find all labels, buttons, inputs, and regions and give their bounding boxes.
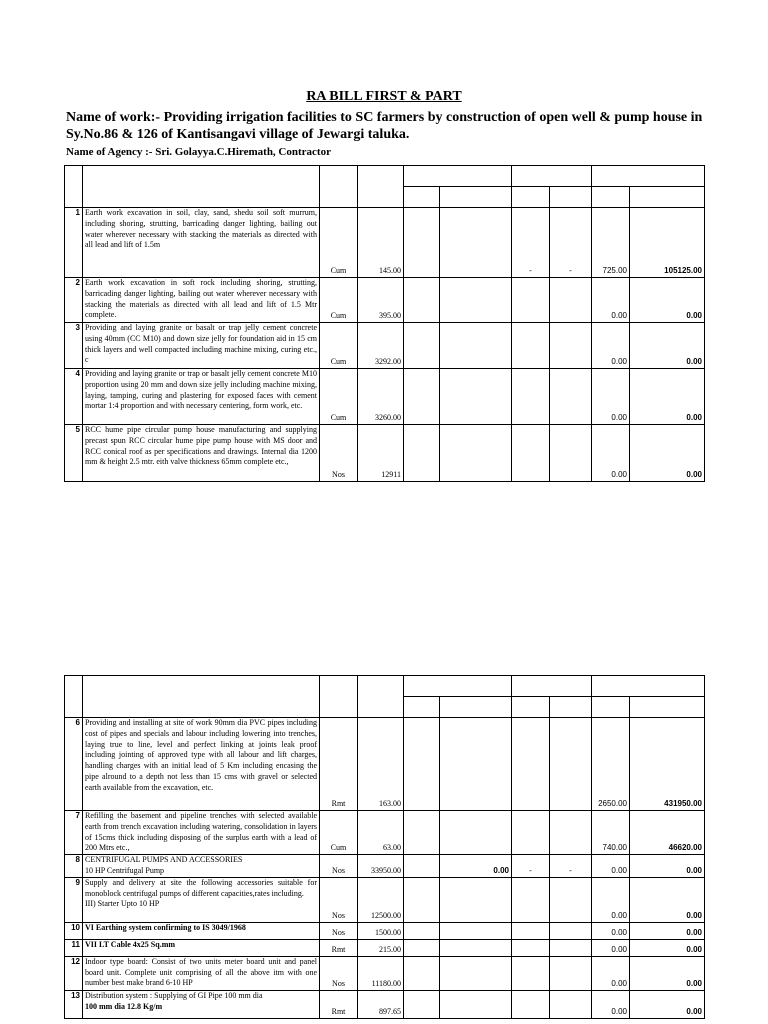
uptodate-amount: 0.00: [440, 855, 512, 878]
now-qnty: 2650.00: [592, 718, 630, 811]
unit: Nos: [320, 956, 358, 990]
rate: 897.65: [358, 990, 404, 1018]
rate: 12500.00: [358, 877, 404, 922]
table1-header-now-to-be-paid: [592, 166, 705, 187]
now-qnty: 0.00: [592, 425, 630, 482]
now-amount: 0.00: [630, 877, 705, 922]
previous-amount: [550, 956, 592, 990]
now-qnty: 0.00: [592, 956, 630, 990]
item-description: [83, 855, 320, 878]
rate: 215.00: [358, 939, 404, 956]
table-row: [65, 855, 705, 878]
item-description-line: VI Earthing system confirming to IS 3049/1968: [85, 922, 246, 932]
previous-amount: [550, 877, 592, 922]
now-amount: 105125.00: [630, 208, 705, 278]
table2-header-blank: [83, 676, 320, 697]
previous-qnty: [512, 278, 550, 323]
rate: 395.00: [358, 278, 404, 323]
table-row: [65, 877, 705, 922]
item-description: [83, 939, 320, 956]
uptodate-amount: [440, 939, 512, 956]
uptodate-amount: [440, 990, 512, 1018]
table2-header-previous-amount: [550, 697, 592, 718]
table2-header-previous-qnty: [512, 697, 550, 718]
table2-header-uptodate-qnty: [404, 697, 440, 718]
now-amount: 0.00: [630, 278, 705, 323]
table1-header-blank: [83, 166, 320, 187]
item-no: 7: [65, 811, 83, 855]
item-no: 13: [65, 990, 83, 1018]
now-qnty: 0.00: [592, 990, 630, 1018]
unit: Cum: [320, 323, 358, 369]
item-description-line: Providing and laying granite or trap or basalt jelly cement concrete M10 proportion using 20 mm and down size jelly including machine mixing, laying, tamping, curing and plastering for exposed faces with cement mortar 1:4 proportion and with necessary centering, form work, etc.: [85, 369, 317, 411]
item-description: [83, 323, 320, 369]
now-qnty: 0.00: [592, 369, 630, 425]
item-description-line: 10 HP Centrifugal Pump: [85, 865, 165, 875]
table2-header-now-to-be-paid: [592, 676, 705, 697]
item-no: 11: [65, 939, 83, 956]
previous-amount: [550, 718, 592, 811]
uptodate-amount: [440, 208, 512, 278]
rate: 3260.00: [358, 369, 404, 425]
table-row: [65, 208, 705, 278]
table2-header-item-no: [65, 676, 83, 718]
uptodate-amount: [440, 278, 512, 323]
item-description-line: CENTRIFUGAL PUMPS AND ACCESSORIES: [85, 855, 243, 865]
rate: 63.00: [358, 811, 404, 855]
now-qnty: 725.00: [592, 208, 630, 278]
now-amount: 0.00: [630, 323, 705, 369]
name-of-work: Name of work:- Providing irrigation facilities to SC farmers by construction of open well & pump house in Sy.No.86 & 126 of Kantisangavi village of Jewargi taluka.: [66, 110, 703, 142]
item-no: 12: [65, 956, 83, 990]
rate: 12911: [358, 425, 404, 482]
rate: 11180.00: [358, 956, 404, 990]
rate: 1500.00: [358, 922, 404, 939]
now-qnty: 0.00: [592, 278, 630, 323]
now-qnty: 0.00: [592, 877, 630, 922]
table1-header-previous-qnty: [512, 187, 550, 208]
rate: 163.00: [358, 718, 404, 811]
previous-amount: [550, 811, 592, 855]
item-no: 9: [65, 877, 83, 922]
now-qnty: 0.00: [592, 855, 630, 878]
unit: Nos: [320, 877, 358, 922]
uptodate-amount: [440, 811, 512, 855]
uptodate-amount: [440, 956, 512, 990]
previous-qnty: -: [512, 208, 550, 278]
item-description-line: Refilling the basement and pipeline trenches with selected available earth from trench excavation including watering, consolidation in layers of 15cms thick including disposing of the surplus earth with a lead of 200 Mtrs etc.,: [85, 811, 317, 853]
table1-header-uptodate-qnty: [404, 187, 440, 208]
table-row: [65, 278, 705, 323]
unit: Nos: [320, 855, 358, 878]
item-description: [83, 877, 320, 922]
item-description-line: Indoor type board: Consist of two units meter board unit and panel board unit. Complete unit comprising of all the above itm with one number best make brand 6-10 HP: [85, 956, 317, 988]
previous-amount: -: [550, 855, 592, 878]
unit: Cum: [320, 811, 358, 855]
now-amount: 0.00: [630, 369, 705, 425]
previous-amount: [550, 323, 592, 369]
now-amount: 0.00: [630, 990, 705, 1018]
uptodate-amount: [440, 718, 512, 811]
rate: 33950.00: [358, 855, 404, 878]
item-no: 6: [65, 718, 83, 811]
previous-amount: [550, 990, 592, 1018]
table1-header-uptodate-amount: [440, 187, 512, 208]
previous-qnty: [512, 323, 550, 369]
table2-header-item: [83, 697, 320, 718]
table1-header-uptodate: [404, 166, 512, 187]
name-of-agency: Name of Agency :- Sri. Golayya.C.Hiremath, Contractor: [66, 146, 331, 158]
table2-header-now-amount: [630, 697, 705, 718]
now-amount: 0.00: [630, 956, 705, 990]
now-qnty: 0.00: [592, 323, 630, 369]
uptodate-qnty: [404, 425, 440, 482]
previous-amount: [550, 278, 592, 323]
previous-qnty: [512, 990, 550, 1018]
item-no: 1: [65, 208, 83, 278]
uptodate-amount: [440, 369, 512, 425]
item-no: 2: [65, 278, 83, 323]
table2-header-previous: [512, 676, 592, 697]
item-description: [83, 922, 320, 939]
rate: 145.00: [358, 208, 404, 278]
uptodate-qnty: [404, 323, 440, 369]
previous-qnty: [512, 811, 550, 855]
bill-title: RA BILL FIRST & PART: [306, 89, 462, 104]
now-amount: 0.00: [630, 855, 705, 878]
uptodate-qnty: [404, 369, 440, 425]
table1-header-now-amount: [630, 187, 705, 208]
previous-qnty: [512, 877, 550, 922]
table-row: [65, 956, 705, 990]
table1-header-previous: [512, 166, 592, 187]
now-qnty: 0.00: [592, 939, 630, 956]
table-row: [65, 922, 705, 939]
uptodate-qnty: [404, 922, 440, 939]
table1-header-now-qnty: [592, 187, 630, 208]
item-no: 5: [65, 425, 83, 482]
table2-header-unit: [320, 697, 358, 718]
unit: Nos: [320, 425, 358, 482]
uptodate-qnty: [404, 208, 440, 278]
uptodate-amount: [440, 877, 512, 922]
item-description-line: Earth work excavation in soil, clay, sand, shedu soil soft murrum, including shoring, strutting, barricading danger lighting, bailing out water wherever necessary with stacking the materials as directed with all lead and lift of 1.5m: [85, 208, 317, 250]
item-description: [83, 278, 320, 323]
table2-header-uptodate-amount: [440, 697, 512, 718]
previous-qnty: [512, 939, 550, 956]
uptodate-qnty: [404, 278, 440, 323]
now-amount: 431950.00: [630, 718, 705, 811]
table2-header-blank: [358, 676, 404, 697]
now-qnty: 0.00: [592, 922, 630, 939]
item-description-line: Earth work excavation in soft rock including shoring, strutting, barricading danger lighting, bailing out water wherever necessary with stacking the materials as directed with all lead and lift of 1.5 Mtr complete.: [85, 278, 317, 320]
now-amount: 0.00: [630, 939, 705, 956]
item-no: 3: [65, 323, 83, 369]
now-amount: 0.00: [630, 425, 705, 482]
now-qnty: 740.00: [592, 811, 630, 855]
table2-header-blank: [320, 676, 358, 697]
table-row: [65, 323, 705, 369]
table-row: [65, 990, 705, 1018]
table2-header-uptodate: [404, 676, 512, 697]
previous-amount: -: [550, 208, 592, 278]
uptodate-qnty: [404, 718, 440, 811]
previous-qnty: [512, 718, 550, 811]
uptodate-qnty: [404, 939, 440, 956]
previous-qnty: [512, 956, 550, 990]
unit: Cum: [320, 369, 358, 425]
item-description: [83, 811, 320, 855]
uptodate-qnty: [404, 956, 440, 990]
previous-qnty: [512, 425, 550, 482]
item-description-line: Distribution system : Supplying of GI Pipe 100 mm dia: [85, 990, 263, 1000]
item-description-line: Providing and installing at site of work 90mm dia PVC pipes including cost of pipes and specials and labour including lowering into trenches, laying true to line, level and perfect linking at joints leak proof including jointing of approved type with all labour and lift charges, handling charges with an initial lead of 5 Km including encasing the pipe alround to a depth not less than 15 cms with gravel or selected earth available from the excavation, etc.: [85, 718, 317, 792]
table1-header-blank: [358, 166, 404, 187]
item-description: [83, 425, 320, 482]
unit: Rmt: [320, 718, 358, 811]
table-row: [65, 718, 705, 811]
unit: Cum: [320, 208, 358, 278]
table1-header-unit: [320, 187, 358, 208]
uptodate-amount: [440, 323, 512, 369]
table-row: [65, 939, 705, 956]
bill-table-1: [64, 165, 705, 482]
item-description-line: RCC hume pipe circular pump house manufacturing and supplying precast spun RCC circular hume pipe pump house with MS door and RCC conical roof as per specifications and drawings. Internal dia 1200 mm & height 2.5 mtr. eith valve thickness 65mm complete etc.,: [85, 425, 317, 467]
table1-header-item: [83, 187, 320, 208]
item-description: [83, 208, 320, 278]
table2-header-now-qnty: [592, 697, 630, 718]
table2-header-rate: [358, 697, 404, 718]
previous-amount: [550, 922, 592, 939]
table1-header-item-no: [65, 166, 83, 208]
unit: Rmt: [320, 990, 358, 1018]
uptodate-qnty: [404, 811, 440, 855]
item-description: [83, 990, 320, 1018]
now-amount: 0.00: [630, 922, 705, 939]
item-description: [83, 369, 320, 425]
now-amount: 46620.00: [630, 811, 705, 855]
uptodate-qnty: [404, 990, 440, 1018]
table1-header-previous-amount: [550, 187, 592, 208]
table1-header-blank: [320, 166, 358, 187]
uptodate-qnty: [404, 855, 440, 878]
rate: 3292.00: [358, 323, 404, 369]
bill-table-2: [64, 675, 705, 1019]
previous-amount: [550, 939, 592, 956]
item-description-line: VII LT Cable 4x25 Sq.mm: [85, 939, 176, 949]
table1-header-rate: [358, 187, 404, 208]
item-no: 8: [65, 855, 83, 878]
item-no: 4: [65, 369, 83, 425]
unit: Rmt: [320, 939, 358, 956]
unit: Nos: [320, 922, 358, 939]
item-description: [83, 718, 320, 811]
uptodate-amount: [440, 922, 512, 939]
unit: Cum: [320, 278, 358, 323]
item-no: 10: [65, 922, 83, 939]
previous-qnty: [512, 922, 550, 939]
previous-qnty: [512, 369, 550, 425]
item-description-line: III) Starter Upto 10 HP: [85, 899, 160, 909]
item-description: [83, 956, 320, 990]
previous-qnty: -: [512, 855, 550, 878]
uptodate-amount: [440, 425, 512, 482]
item-description-line: Supply and delivery at site the following accessories suitable for monoblock centrifugal pumps of different capacities,rates including.: [85, 877, 317, 898]
table-row: [65, 369, 705, 425]
previous-amount: [550, 369, 592, 425]
uptodate-qnty: [404, 877, 440, 922]
table-row: [65, 425, 705, 482]
item-description-line: 100 mm dia 12.8 Kg/m: [85, 1001, 163, 1011]
item-description-line: Providing and laying granite or basalt or trap jelly cement concrete using 40mm (CC M10) and down size jelly for foundation aid in 15 cm thick layers and well compacted including machine mixing, curing etc., c: [85, 323, 317, 365]
previous-amount: [550, 425, 592, 482]
table-row: [65, 811, 705, 855]
